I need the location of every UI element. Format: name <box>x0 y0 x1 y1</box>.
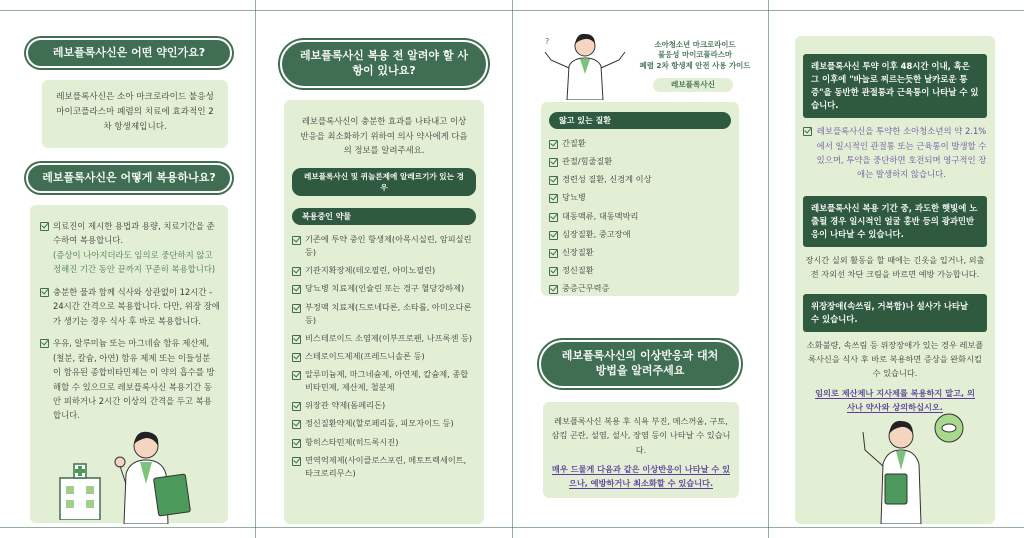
disease-item-text: 대동맥류, 대동맥박리 <box>562 210 639 221</box>
disease-item-text: 심장질환, 중고장애 <box>562 228 631 239</box>
check-icon <box>292 285 301 294</box>
disease-item-text: 관절/힘줄질환 <box>562 156 613 167</box>
drug-item <box>292 436 476 449</box>
drug-item-text: 기존에 투약 중인 항생제(아목시실린, 암피실린 등) <box>305 234 472 258</box>
check-icon <box>292 267 301 276</box>
before-taking-box <box>284 100 484 524</box>
svg-text:?: ? <box>545 37 550 46</box>
instruction-item <box>40 219 220 277</box>
check-icon <box>40 222 49 231</box>
adverse-emphasis <box>551 463 731 491</box>
check-icon <box>292 304 301 313</box>
instruction-text: 충분한 물과 함께 식사와 상관없이 12시간 - 24시간 간격으로 복용합니다. 다만, 위장 장애가 생기는 경우 식사 후 바로 복용합니다. <box>53 286 220 326</box>
check-icon <box>292 457 301 466</box>
check-icon <box>549 285 558 294</box>
instruction-note: (증상이 나아지더라도 임의로 중단하지 않고 정해진 기간 동안 끝까지 꾸준히 복용합니다) <box>53 249 216 275</box>
heading-text: 레보플록사신은 어떤 약인가요? <box>52 45 206 59</box>
disease-item <box>549 137 731 150</box>
doctor-illustration <box>108 428 194 524</box>
check-icon <box>549 231 558 240</box>
cover-line: 불응성 마이코플라스마 <box>658 50 732 60</box>
drug-item-text: 부정맥 치료제(드로네다론, 소타롤, 아미오다론 등) <box>305 301 472 325</box>
drug-item <box>292 233 476 259</box>
check-icon <box>549 140 558 149</box>
drug-item-text: 면역억제제(사이클로스포린, 메토트렉세이트, 타크로리무스) <box>305 454 467 478</box>
drug-item-text: 정신질환약제(할로페리돌, 피모자이드 등) <box>305 418 454 429</box>
panel-4 <box>769 0 1024 538</box>
disease-item <box>549 264 731 277</box>
disease-item <box>549 191 731 204</box>
drug-item <box>292 332 476 345</box>
drug-item-text: 위장관 약제(돔페리돈) <box>305 400 386 411</box>
allergy-bar: 레보플록사신 및 퀴놀론제에 알레르기가 있는 경우 <box>292 168 476 196</box>
disease-item-text: 경련성 질환, 신경계 이상 <box>562 174 652 185</box>
check-icon <box>292 353 301 362</box>
photosensitivity-text: 장시간 실외 활동을 할 때에는 긴옷을 입거나, 외출 전 자외선 차단 크림을 바르면 예방 가능합니다. <box>805 254 985 280</box>
check-icon <box>40 339 49 348</box>
cover-tag: 레보플록사신 <box>653 78 733 92</box>
disease-item <box>549 246 731 259</box>
disease-item-text: 간질환 <box>562 138 586 148</box>
heading-text: 레보플록사신은 어떻게 복용하나요? <box>42 170 216 184</box>
check-icon <box>40 288 49 297</box>
emphasis-text: 매우 드물게 다음과 같은 이상반응이 나타날 수 있으나, 예방하거나 최소화할 수 있습니다. <box>551 464 731 488</box>
drug-item <box>292 264 476 277</box>
check-icon <box>549 194 558 203</box>
check-icon <box>549 213 558 222</box>
doctor-pointing-illustration <box>845 410 975 524</box>
disease-item <box>549 210 731 223</box>
drug-item <box>292 350 476 363</box>
medications-bar: 복용중인 약물 <box>292 208 476 225</box>
doctor-shrug-illustration <box>541 30 631 100</box>
heading-how-to-take <box>26 163 232 193</box>
instruction-item <box>40 336 218 423</box>
drug-item <box>292 399 476 412</box>
check-icon <box>292 420 301 429</box>
disease-item-text: 신장질환 <box>562 246 594 257</box>
instruction-text: 의료진이 제시한 용법과 용량, 치료기간을 준수하여 복용합니다. <box>53 221 215 246</box>
photosensitivity-header: 레보플록사신 복용 기간 중, 과도한 햇빛에 노출될 경우 일시적인 얼굴 홍반 등의 광과민반응이 나타날 수 있습니다. <box>803 196 987 247</box>
gi-text: 소화불량, 속쓰림 등 위장장애가 있는 경우 레보플록사신을 식사 후 바로 복용하면 증상을 완화시킬 수 있습니다. <box>806 339 984 379</box>
drug-item-text: 알루미늄제, 마그네슘제, 아연제, 칼슘제, 종합비타민제, 제산제, 철분제 <box>305 369 469 393</box>
drug-item <box>292 301 476 327</box>
conditions-bar: 앓고 있는 질환 <box>549 112 731 129</box>
drug-item-text: 당뇨병 치료제(인슐린 또는 경구 혈당강하제) <box>305 283 465 294</box>
heading-adverse-reactions <box>539 340 741 388</box>
heading-before-taking <box>280 40 488 88</box>
what-is-box <box>42 80 228 148</box>
heading-text: 레보플록사신의 이상반응과 대처 방법을 알려주세요 <box>561 349 719 377</box>
check-icon <box>549 267 558 276</box>
what-is-text: 레보플록사신은 소아 마크로라이드 불응성 마이코플라스마 폐렴의 치료에 효과적인 2차 항생제입니다. <box>56 92 214 133</box>
disease-item <box>549 155 731 168</box>
drug-item-text: 기관지확장제(테오필린, 아미노필린) <box>305 265 436 276</box>
emphasis-text: 임의로 제산제나 지사제를 복용하지 말고, 의사나 약사와 상의하십시오. <box>815 387 975 412</box>
joint-pain-header: 레보플록사신 투약 이후 48시간 이내, 혹은 그 이후에 "바늘로 찌르는듯한 날카로운 통증"을 동반한 관절통과 근육통이 나타날 수 있습니다. <box>803 54 987 118</box>
check-icon <box>549 176 558 185</box>
cover-line: 소아청소년 마크로라이드 <box>654 40 736 49</box>
check-icon <box>549 158 558 167</box>
drug-item <box>292 368 476 394</box>
cover-line: 폐렴 2차 항생제 안전 사용 가이드 <box>639 60 751 70</box>
instruction-text: 우유, 알루미늄 또는 마그네슘 함유 제산제, (철분, 칼슘, 아연) 함유 제제 또는 이들성분이 함유된 종합비타민제는 이 약의 흡수를 방해할 수 있으므로 레보플록사신 복용기간 동안 피하거나 2시간 이상의 간격을 두고 복용합니다. <box>53 338 215 421</box>
panel-1 <box>0 0 255 538</box>
drug-list <box>292 233 476 480</box>
disease-item-text: 당뇨병 <box>562 192 586 203</box>
heading-what-is <box>26 38 232 68</box>
adverse-text: 레보플록사신 복용 후 식욕 부진, 메스꺼움, 구토, 삼킴 곤란, 설염, 설사, 장염 등이 나타날 수 있습니다. <box>551 416 731 455</box>
panel-2 <box>256 0 512 538</box>
check-icon <box>803 127 812 136</box>
disease-item-text: 중증근무력증 <box>562 283 610 293</box>
drug-item <box>292 282 476 295</box>
gi-header: 위장장애(속쓰림, 거북함)나 설사가 나타날 수 있습니다. <box>803 294 987 332</box>
check-icon <box>292 371 301 380</box>
panel-3 <box>513 0 768 538</box>
check-icon <box>292 236 301 245</box>
disease-item <box>549 282 731 295</box>
adverse-box <box>543 402 739 498</box>
drug-item <box>292 417 476 430</box>
disease-list <box>549 137 731 295</box>
drug-item-text: 비스테로이드 소염제(이부프로펜, 나프록센 등) <box>305 332 473 343</box>
drug-item <box>292 454 476 480</box>
check-icon <box>292 439 301 448</box>
check-icon <box>549 249 558 258</box>
drug-item-text: 스테로이드제제(프레드니솔론 등) <box>305 350 425 361</box>
check-icon <box>292 335 301 344</box>
hospital-icon <box>56 460 104 520</box>
disease-item <box>549 173 731 186</box>
disease-item-text: 정신질환 <box>562 264 594 275</box>
joint-pain-text: 레보플록사신을 투약한 소아청소년의 약 2.1%에서 일시적인 관절통 또는 근육통이 발생할 수 있으며, 투약을 중단하면 호전되며 영구적인 장애는 발생하지 않습니다. <box>816 126 987 180</box>
conditions-box <box>541 102 739 296</box>
heading-text: 레보플록사신 복용 전 알려야 할 사항이 있나요? <box>300 49 468 77</box>
intro-text: 레보플록사신이 충분한 효과를 나타내고 이상반응을 최소화하기 위하여 의사 약사에게 다음의 정보를 알려주세요. <box>300 116 468 156</box>
instruction-item <box>40 285 220 328</box>
cover-title <box>631 40 759 71</box>
drug-item-text: 항히스타민제(히드록시진) <box>305 436 399 447</box>
check-icon <box>292 402 301 411</box>
joint-pain-item <box>803 124 987 182</box>
disease-item <box>549 228 731 241</box>
